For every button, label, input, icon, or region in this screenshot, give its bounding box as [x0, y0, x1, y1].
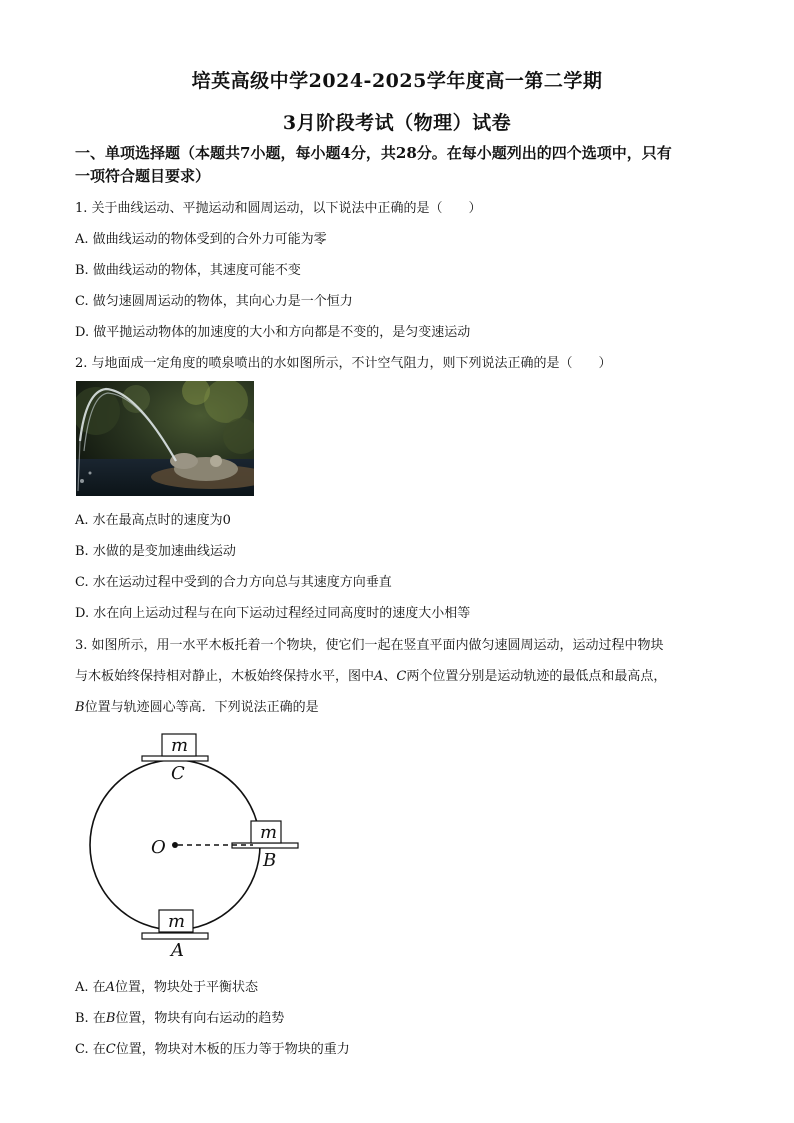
question-2-stem: 2. 与地面成一定角度的喷泉喷出的水如图所示，不计空气阻力，则下列说法正确的是（ ）: [75, 356, 612, 371]
variable-c: C: [105, 1042, 116, 1057]
point-c-label: C: [171, 763, 185, 784]
option-text: 位置，物块对木板的压力等于物块的重力: [115, 1042, 350, 1057]
variable-a: A: [374, 669, 384, 684]
board-a: [142, 933, 208, 939]
question-3-option-c: [75, 1038, 350, 1057]
board-c: [142, 756, 208, 761]
variable-a: A: [105, 980, 116, 995]
question-2-option-c: C. 水在运动过程中受到的合力方向总与其速度方向垂直: [75, 575, 392, 590]
question-3-stem-line3: [75, 696, 319, 715]
question-1-option-d: D. 做平抛运动物体的加速度的大小和方向都是不变的，是匀变速运动: [75, 325, 471, 340]
question-2-option-a: A. 水在最高点时的速度为0: [75, 513, 231, 528]
circular-motion-diagram: [80, 726, 320, 966]
section-heading-line2: 一项符合题目要求）: [75, 167, 211, 185]
point-a-label: A: [171, 940, 184, 961]
question-3-stem-line1: 3. 如图所示，用一水平木板托着一个物块，使它们一起在竖直平面内做匀速圆周运动，运动过程中物块: [75, 638, 664, 653]
exam-title: 培英高级中学2024-2025学年度高一第二学期: [191, 70, 603, 92]
question-3-stem-line2: [75, 665, 666, 684]
stem-text: 与木板始终保持相对静止，木板始终保持水平，图中: [75, 669, 375, 684]
section-heading-line1: 一、单项选择题（本题共7小题，每小题4分，共28分。在每小题列出的四个选项中，只有: [75, 144, 672, 162]
exam-subtitle: 3月阶段考试（物理）试卷: [282, 112, 512, 134]
stem-text: 位置与轨迹圆心等高．下列说法正确的是: [84, 700, 319, 715]
variable-b: B: [75, 700, 85, 715]
option-text: 位置，物块有向右运动的趋势: [115, 1011, 285, 1026]
question-3-option-a: [75, 976, 258, 995]
question-1-option-c: C. 做匀速圆周运动的物体，其向心力是一个恒力: [75, 294, 353, 309]
option-prefix: C. 在: [75, 1042, 106, 1057]
question-1-option-a: A. 做曲线运动的物体受到的合外力可能为零: [75, 232, 327, 247]
circular-motion-figure: [80, 726, 320, 970]
question-3-option-b: [75, 1007, 284, 1026]
variable-b: B: [105, 1011, 116, 1026]
question-2-option-d: D. 水在向上运动过程与在向下运动过程经过同高度时的速度大小相等: [75, 606, 471, 621]
stem-separator: 、: [383, 669, 397, 684]
fountain-photo: [76, 381, 254, 496]
section-heading: [75, 142, 725, 188]
block-a-label: m: [168, 911, 186, 932]
option-prefix: B. 在: [75, 1011, 106, 1026]
stem-text: 两个位置分别是运动轨迹的最低点和最高点，: [406, 669, 667, 684]
option-text: 位置，物块处于平衡状态: [115, 980, 259, 995]
question-1-option-b: B. 做曲线运动的物体，其速度可能不变: [75, 263, 301, 278]
center-label: O: [151, 837, 166, 858]
center-point: [172, 842, 178, 848]
question-2-option-b: B. 水做的是变加速曲线运动: [75, 544, 236, 559]
variable-c: C: [396, 669, 407, 684]
fountain-photo-image: [76, 381, 254, 496]
question-1-stem: 1. 关于曲线运动、平抛运动和圆周运动，以下说法中正确的是（ ）: [75, 201, 482, 216]
block-c-label: m: [171, 735, 189, 756]
point-b-label: B: [263, 850, 277, 871]
block-b-label: m: [260, 822, 278, 843]
option-prefix: A. 在: [75, 980, 106, 995]
